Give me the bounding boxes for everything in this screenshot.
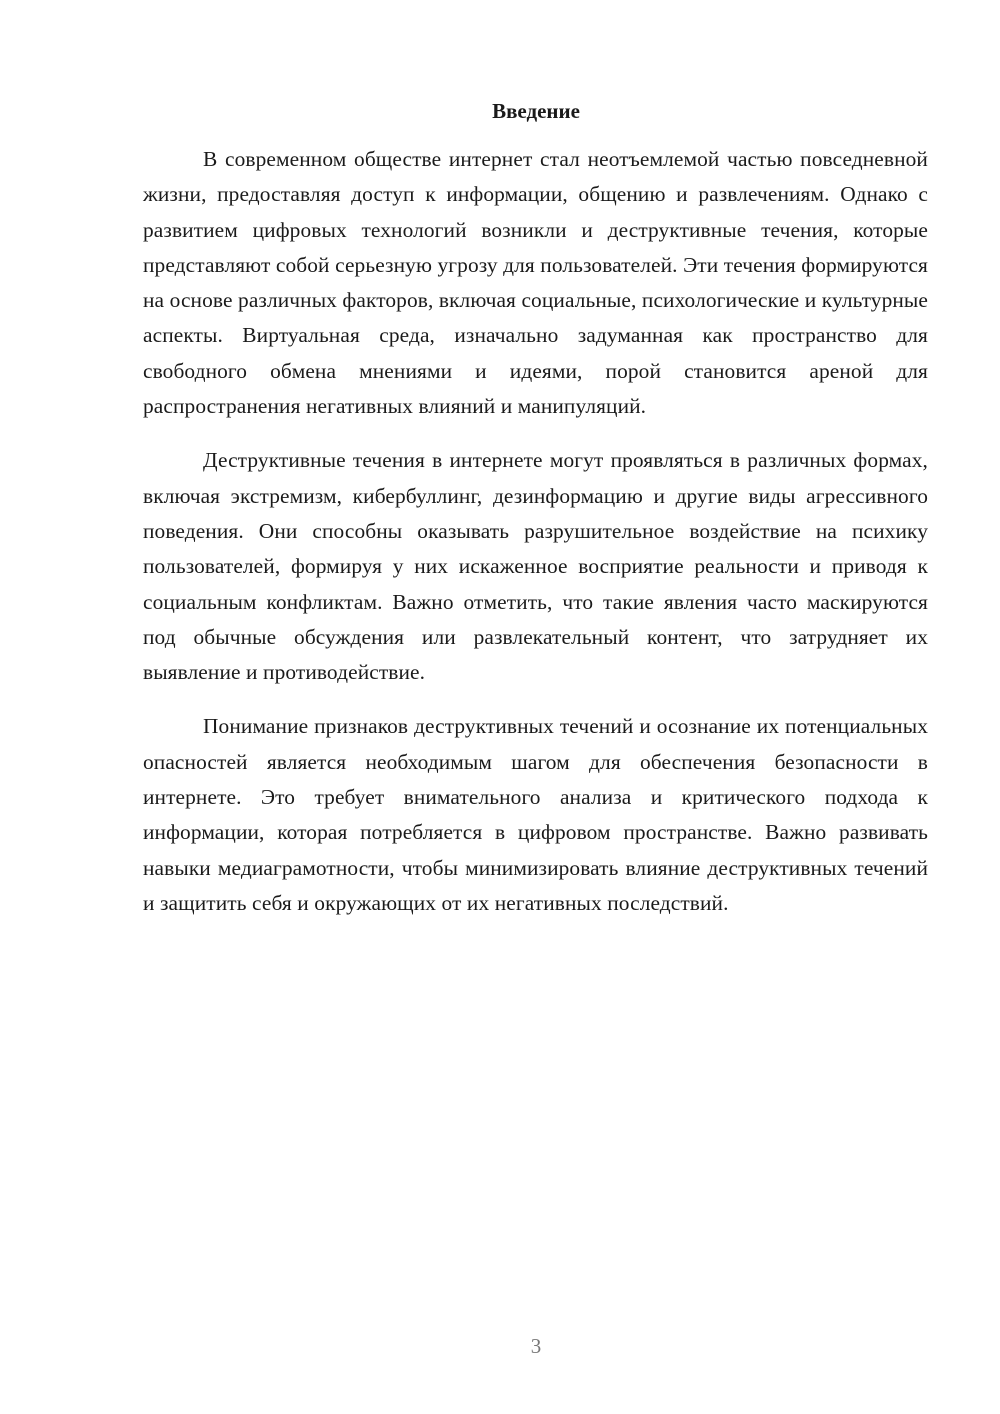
page-number: 3	[530, 1334, 542, 1358]
section-title: Введение	[492, 99, 580, 123]
paragraph-2: Деструктивные течения в интернете могут проявляться в различных формах, включая экстремизм, кибербуллинг, дезинформацию и другие виды агрессивного поведения. Они способны оказывать разрушительное воздействие на психику пользователей, формируя у них искаженное восприятие реальности и приводя к социальным конфликтам. Важно отметить, что такие явления часто маскируются под обычные обсуждения или развлекательный контент, что затрудняет их выявление и противодействие.	[143, 448, 928, 685]
body-text	[143, 142, 928, 940]
paragraph-3: Понимание признаков деструктивных течений и осознание их потенциальных опасностей является необходимым шагом для обеспечения безопасности в интернете. Это требует внимательного анализа и критического подхода к информации, которая потребляется в цифровом пространстве. Важно развивать навыки медиаграмотности, чтобы минимизировать влияние деструктивных течений и защитить себя и окружающих от их негативных последствий.	[143, 714, 928, 915]
paragraph-1: В современном обществе интернет стал неотъемлемой частью повседневной жизни, предоставляя доступ к информации, общению и развлечениям. Однако с развитием цифровых технологий возникли и деструктивные течения, которые представляют собой серьезную угрозу для пользователей. Эти течения формируются на основе различных факторов, включая социальные, психологические и культурные аспекты. Виртуальная среда, изначально задуманная как пространство для свободного обмена мнениями и идеями, порой становится ареной для распространения негативных влияний и манипуляций.	[143, 147, 928, 419]
